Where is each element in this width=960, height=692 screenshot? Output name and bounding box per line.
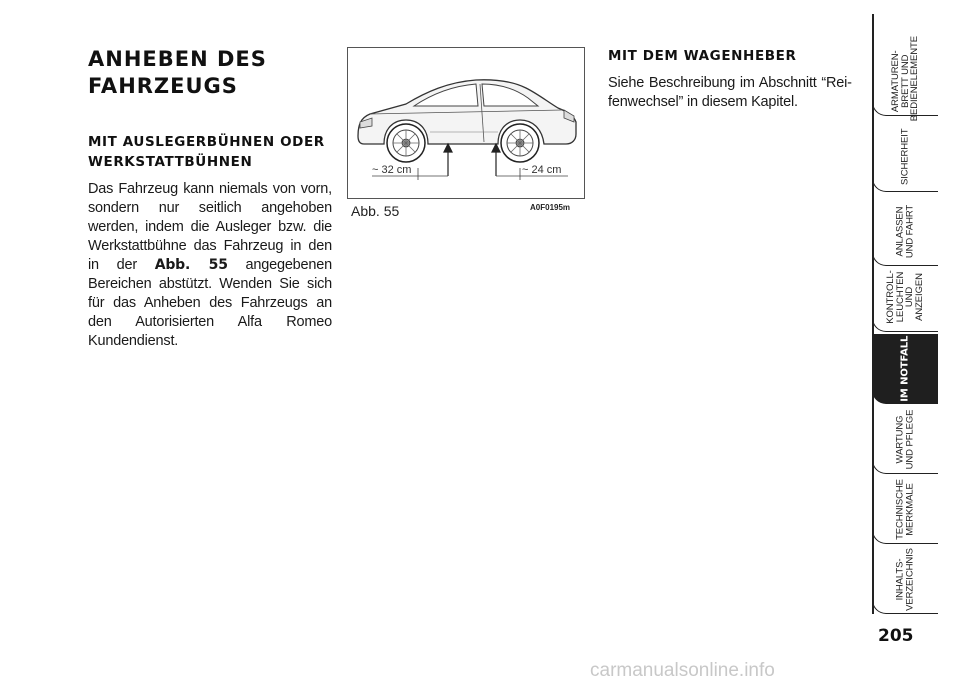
figure-reference[interactable]: Abb. 55 [154,257,228,273]
tab-label: ARMATUREN- BRETT UND BEDIENELEMENTE [889,35,920,121]
rear-lift-point-arrow [492,144,500,176]
watermark: carmanualsonline.info [590,660,775,681]
figure-caption: Abb. 55 [351,203,400,219]
tab-sicherheit[interactable] [872,122,938,192]
tab-anlassen[interactable] [872,196,938,266]
car-side-view-illustration [348,48,584,198]
tab-label: SICHERHEIT [899,128,911,186]
front-wheel [387,124,425,162]
tab-wartung[interactable] [872,404,938,474]
tab-label: WARTUNG UND PFLEGE [894,409,915,469]
lift-platform-paragraph [88,180,332,351]
tab-im-notfall[interactable] [872,334,938,404]
rear-dimension-label: ~ 24 cm [522,164,562,176]
figure-car-lift-points [347,47,585,199]
paragraph-text-1: Das Fahrzeug kann niemals von vorn, sondern nur seitlich angehoben werden, indem die Ausleger bzw. die Werkstattbühne das Fahrzeug in den in der [88,181,332,273]
tab-label: KONTROLL- LEUCHTEN UND ANZEIGEN [885,270,925,324]
tab-technische-merkmale[interactable] [872,474,938,544]
tab-label: ANLASSEN UND FAHRT [894,204,915,258]
subsection-title-jack: MIT DEM WAGENHEBER [608,48,797,64]
paragraph-text-2: angegebenen Bereichen abstützt. Wenden Sie sich für das Anheben des Fahrzeugs an den Autorisierten Alfa Romeo Kundendienst. [88,257,332,349]
tab-armaturenbrett[interactable] [872,35,938,121]
tab-label: IM NOTFALL [899,335,911,402]
tab-label: INHALTS- VERZEICHNIS [894,547,915,611]
section-title: ANHEBEN DES FAHRZEUGS [88,47,267,98]
front-lift-point-arrow [444,144,452,176]
front-dimension-label: ~ 32 cm [372,164,412,176]
page-number: 205 [878,626,914,646]
rear-wheel [501,124,539,162]
tab-kontrollleuchten[interactable] [872,262,938,332]
subsection-title-lift-platform: MIT AUSLEGERBÜHNEN ODER WERKSTATTBÜHNEN [88,134,325,170]
tab-label: TECHNISCHE MERKMALE [894,478,915,540]
tab-inhaltsverzeichnis[interactable] [872,544,938,614]
figure-code: A0F0195m [530,203,571,212]
jack-paragraph: Siehe Beschreibung im Abschnitt “Reifenwechsel” in diesem Kapitel. [608,75,852,110]
